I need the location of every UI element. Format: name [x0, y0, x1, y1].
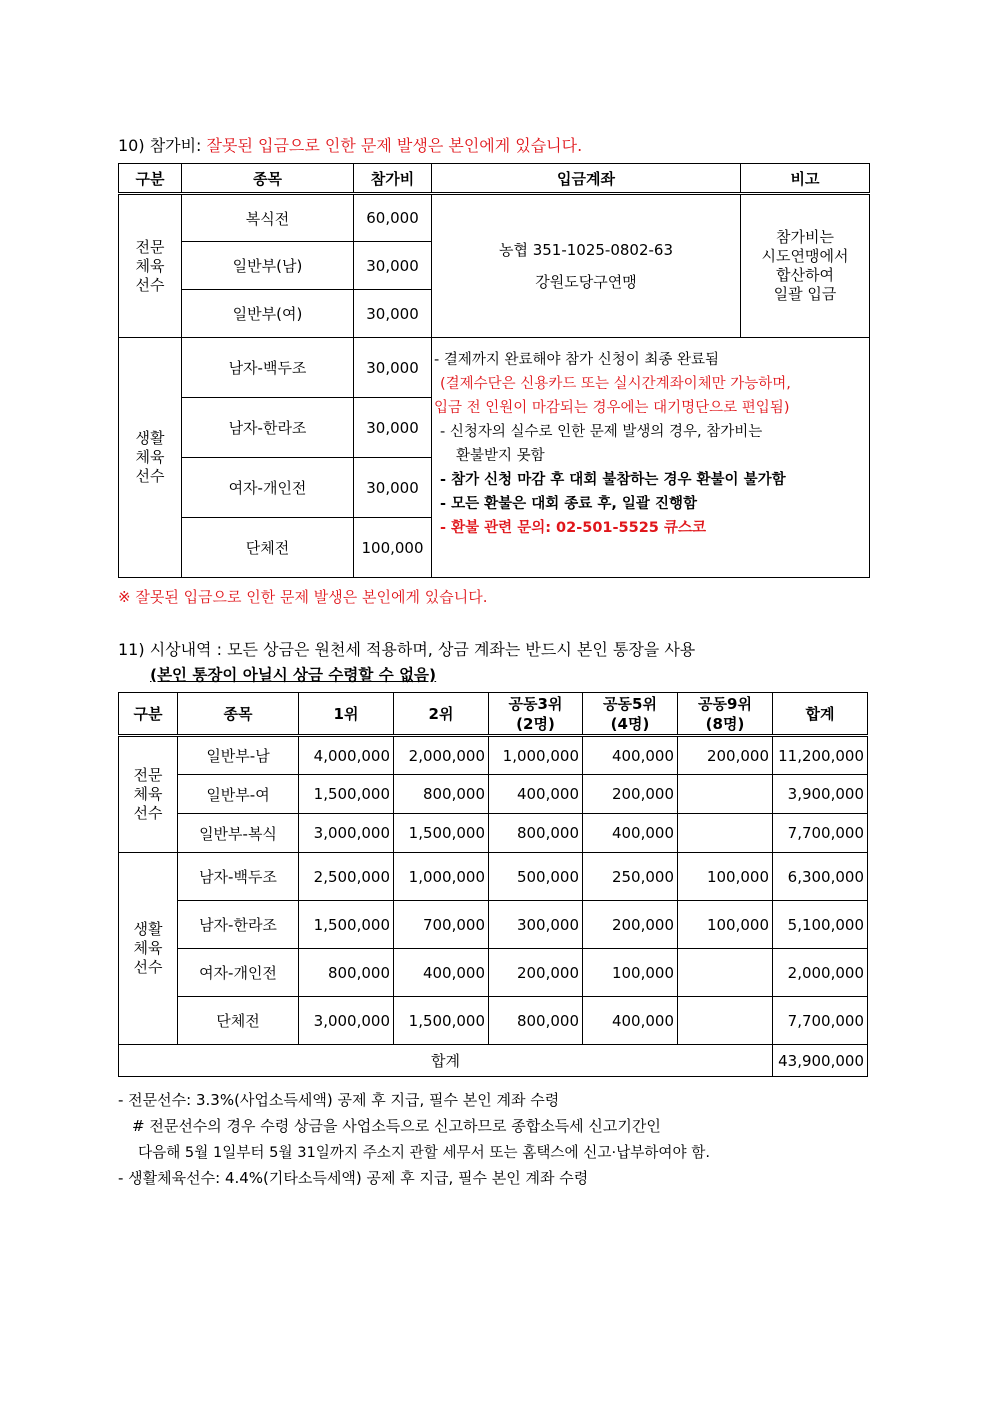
fee-section-title: [118, 133, 582, 156]
prize-fifth: 200,000: [583, 775, 678, 814]
prize-first: 2,500,000: [299, 853, 394, 901]
fee-category-pro: 전문 체육 선수: [119, 194, 182, 338]
prize-grand-total-row: [119, 1045, 868, 1077]
prize-note-line: 다음해 5월 1일부터 5월 31일까지 주소지 관할 세무서 또는 홈택스에 신고·납부하여야 함.: [138, 1144, 710, 1161]
prize-header-event: 종목: [178, 693, 299, 736]
fee-note-line: 환불받지 못함: [456, 448, 545, 464]
prize-row-total: 7,700,000: [773, 814, 868, 853]
prize-third: 300,000: [489, 901, 583, 949]
fee-header-fee: 참가비: [354, 164, 432, 194]
fee-amount: 30,000: [354, 398, 432, 458]
prize-ninth: 100,000: [678, 853, 773, 901]
fee-notes: [432, 338, 870, 578]
prize-grand-total-label: 합계: [119, 1045, 773, 1077]
prize-third: 400,000: [489, 775, 583, 814]
fee-note-line: - 모든 환불은 대회 종료 후, 일괄 진행함: [440, 496, 697, 512]
fee-amount: 60,000: [354, 194, 432, 242]
fee-note-line: - 신청자의 실수로 인한 문제 발생의 경우, 참가비는: [440, 424, 763, 440]
fee-note-line: (결제수단은 신용카드 또는 실시간계좌이체만 가능하며,: [440, 376, 791, 392]
prize-event: 남자-백두조: [178, 853, 299, 901]
fee-title-prefix: 10) 참가비:: [118, 136, 207, 155]
fee-account-holder: 강원도당구연맹: [535, 273, 637, 291]
prize-fifth: 200,000: [583, 901, 678, 949]
prize-second: 400,000: [394, 949, 489, 997]
prize-note-line: - 전문선수: 3.3%(사업소득세액) 공제 후 지급, 필수 본인 계좌 수령: [118, 1091, 560, 1109]
fee-event: 일반부(여): [182, 290, 354, 338]
prize-header-fifth-count: (4명): [610, 714, 650, 733]
prize-second: 1,500,000: [394, 997, 489, 1045]
table-row: [119, 997, 868, 1045]
fee-event: 복식전: [182, 194, 354, 242]
prize-event: 남자-한라조: [178, 901, 299, 949]
prize-fifth: 400,000: [583, 736, 678, 775]
prize-section-subtitle: (본인 통장이 아닐시 상금 수령할 수 없음): [150, 666, 437, 684]
prize-header-third-label: 공동3위: [508, 694, 563, 713]
prize-row-total: 7,700,000: [773, 997, 868, 1045]
prize-row-total: 6,300,000: [773, 853, 868, 901]
fee-event: 일반부(남): [182, 242, 354, 290]
prize-header-ninth-label: 공동9위: [698, 694, 752, 713]
prize-event: 단체전: [178, 997, 299, 1045]
table-row: [119, 775, 868, 814]
prize-first: 4,000,000: [299, 736, 394, 775]
prize-event: 일반부-복식: [178, 814, 299, 853]
prize-first: 800,000: [299, 949, 394, 997]
prize-second: 1,000,000: [394, 853, 489, 901]
prize-header-third-count: (2명): [516, 714, 555, 733]
fee-amount: 100,000: [354, 518, 432, 578]
prize-second: 2,000,000: [394, 736, 489, 775]
prize-grand-total: 43,900,000: [773, 1045, 868, 1077]
prize-row-total: 2,000,000: [773, 949, 868, 997]
fee-header-row: [119, 164, 870, 194]
prize-fifth: 400,000: [583, 814, 678, 853]
prize-header-row: [119, 693, 868, 736]
fee-note-line: - 결제까지 완료해야 참가 신청이 최종 완료됨: [434, 352, 720, 368]
prize-fifth: 400,000: [583, 997, 678, 1045]
prize-header-ninth-count: (8명): [705, 714, 745, 733]
prize-row-total: 5,100,000: [773, 901, 868, 949]
fee-event: 단체전: [182, 518, 354, 578]
prize-header-category: 구분: [119, 693, 178, 736]
prize-section-title: 11) 시상내역 : 모든 상금은 원천세 적용하며, 상금 계좌는 반드시 본인 통장을 사용: [118, 640, 696, 659]
prize-first: 1,500,000: [299, 775, 394, 814]
prize-fifth: 100,000: [583, 949, 678, 997]
prize-header-ninth: [678, 693, 773, 736]
prize-category-pro: 전문 체육 선수: [119, 736, 178, 853]
fee-footnote: ※ 잘못된 입금으로 인한 문제 발생은 본인에게 있습니다.: [118, 588, 488, 606]
fee-event: 남자-백두조: [182, 338, 354, 398]
prize-category-amateur: 생활 체육 선수: [119, 853, 178, 1045]
prize-header-first: 1위: [299, 693, 394, 736]
fee-amount: 30,000: [354, 242, 432, 290]
prize-header-third: [489, 693, 583, 736]
prize-event: 여자-개인전: [178, 949, 299, 997]
prize-third: 800,000: [489, 997, 583, 1045]
prize-second: 700,000: [394, 901, 489, 949]
prize-ninth: [678, 997, 773, 1045]
prize-note-line: # 전문선수의 경우 수령 상금을 사업소득으로 신고하므로 종합소득세 신고기간인: [132, 1117, 661, 1135]
prize-first: 3,000,000: [299, 814, 394, 853]
prize-header-second: 2위: [394, 693, 489, 736]
prize-table: [118, 692, 868, 1077]
prize-third: 500,000: [489, 853, 583, 901]
fee-event: 여자-개인전: [182, 458, 354, 518]
table-row: [119, 901, 868, 949]
prize-header-total: 합계: [773, 693, 868, 736]
prize-row-total: 11,200,000: [773, 736, 868, 775]
prize-first: 1,500,000: [299, 901, 394, 949]
prize-second: 1,500,000: [394, 814, 489, 853]
prize-third: 1,000,000: [489, 736, 583, 775]
table-row: [119, 338, 870, 398]
table-row: [119, 814, 868, 853]
prize-header-fifth-label: 공동5위: [603, 694, 657, 713]
prize-row-total: 3,900,000: [773, 775, 868, 814]
table-row: [119, 853, 868, 901]
fee-remark: 참가비는 시도연맹에서 합산하여 일괄 입금: [741, 194, 870, 338]
prize-ninth: 100,000: [678, 901, 773, 949]
prize-event: 일반부-여: [178, 775, 299, 814]
fee-account-number: 농협 351-1025-0802-63: [498, 241, 674, 259]
fee-title-warning: 잘못된 입금으로 인한 문제 발생은 본인에게 있습니다.: [206, 136, 583, 155]
fee-refund-contact: - 환불 관련 문의: 02-501-5525 큐스코: [440, 520, 706, 536]
fee-table: [118, 163, 870, 578]
prize-ninth: [678, 814, 773, 853]
table-row: [119, 949, 868, 997]
fee-header-account: 입금계좌: [432, 164, 741, 194]
fee-header-event: 종목: [182, 164, 354, 194]
fee-event: 남자-한라조: [182, 398, 354, 458]
prize-header-fifth: [583, 693, 678, 736]
prize-third: 800,000: [489, 814, 583, 853]
prize-third: 200,000: [489, 949, 583, 997]
fee-amount: 30,000: [354, 338, 432, 398]
fee-amount: 30,000: [354, 458, 432, 518]
prize-event: 일반부-남: [178, 736, 299, 775]
prize-ninth: 200,000: [678, 736, 773, 775]
fee-header-remark: 비고: [741, 164, 870, 194]
fee-category-amateur: 생활 체육 선수: [119, 338, 182, 578]
prize-ninth: [678, 775, 773, 814]
table-row: [119, 736, 868, 775]
prize-second: 800,000: [394, 775, 489, 814]
fee-header-category: 구분: [119, 164, 182, 194]
prize-ninth: [678, 949, 773, 997]
table-row: [119, 194, 870, 242]
prize-note-line: - 생활체육선수: 4.4%(기타소득세액) 공제 후 지급, 필수 본인 계좌 수령: [118, 1169, 589, 1187]
prize-fifth: 250,000: [583, 853, 678, 901]
fee-note-line: 입금 전 인원이 마감되는 경우에는 대기명단으로 편입됨): [434, 400, 790, 416]
prize-first: 3,000,000: [299, 997, 394, 1045]
fee-account-cell: [432, 194, 741, 338]
fee-note-line: - 참가 신청 마감 후 대회 불참하는 경우 환불이 불가함: [440, 472, 786, 488]
fee-amount: 30,000: [354, 290, 432, 338]
